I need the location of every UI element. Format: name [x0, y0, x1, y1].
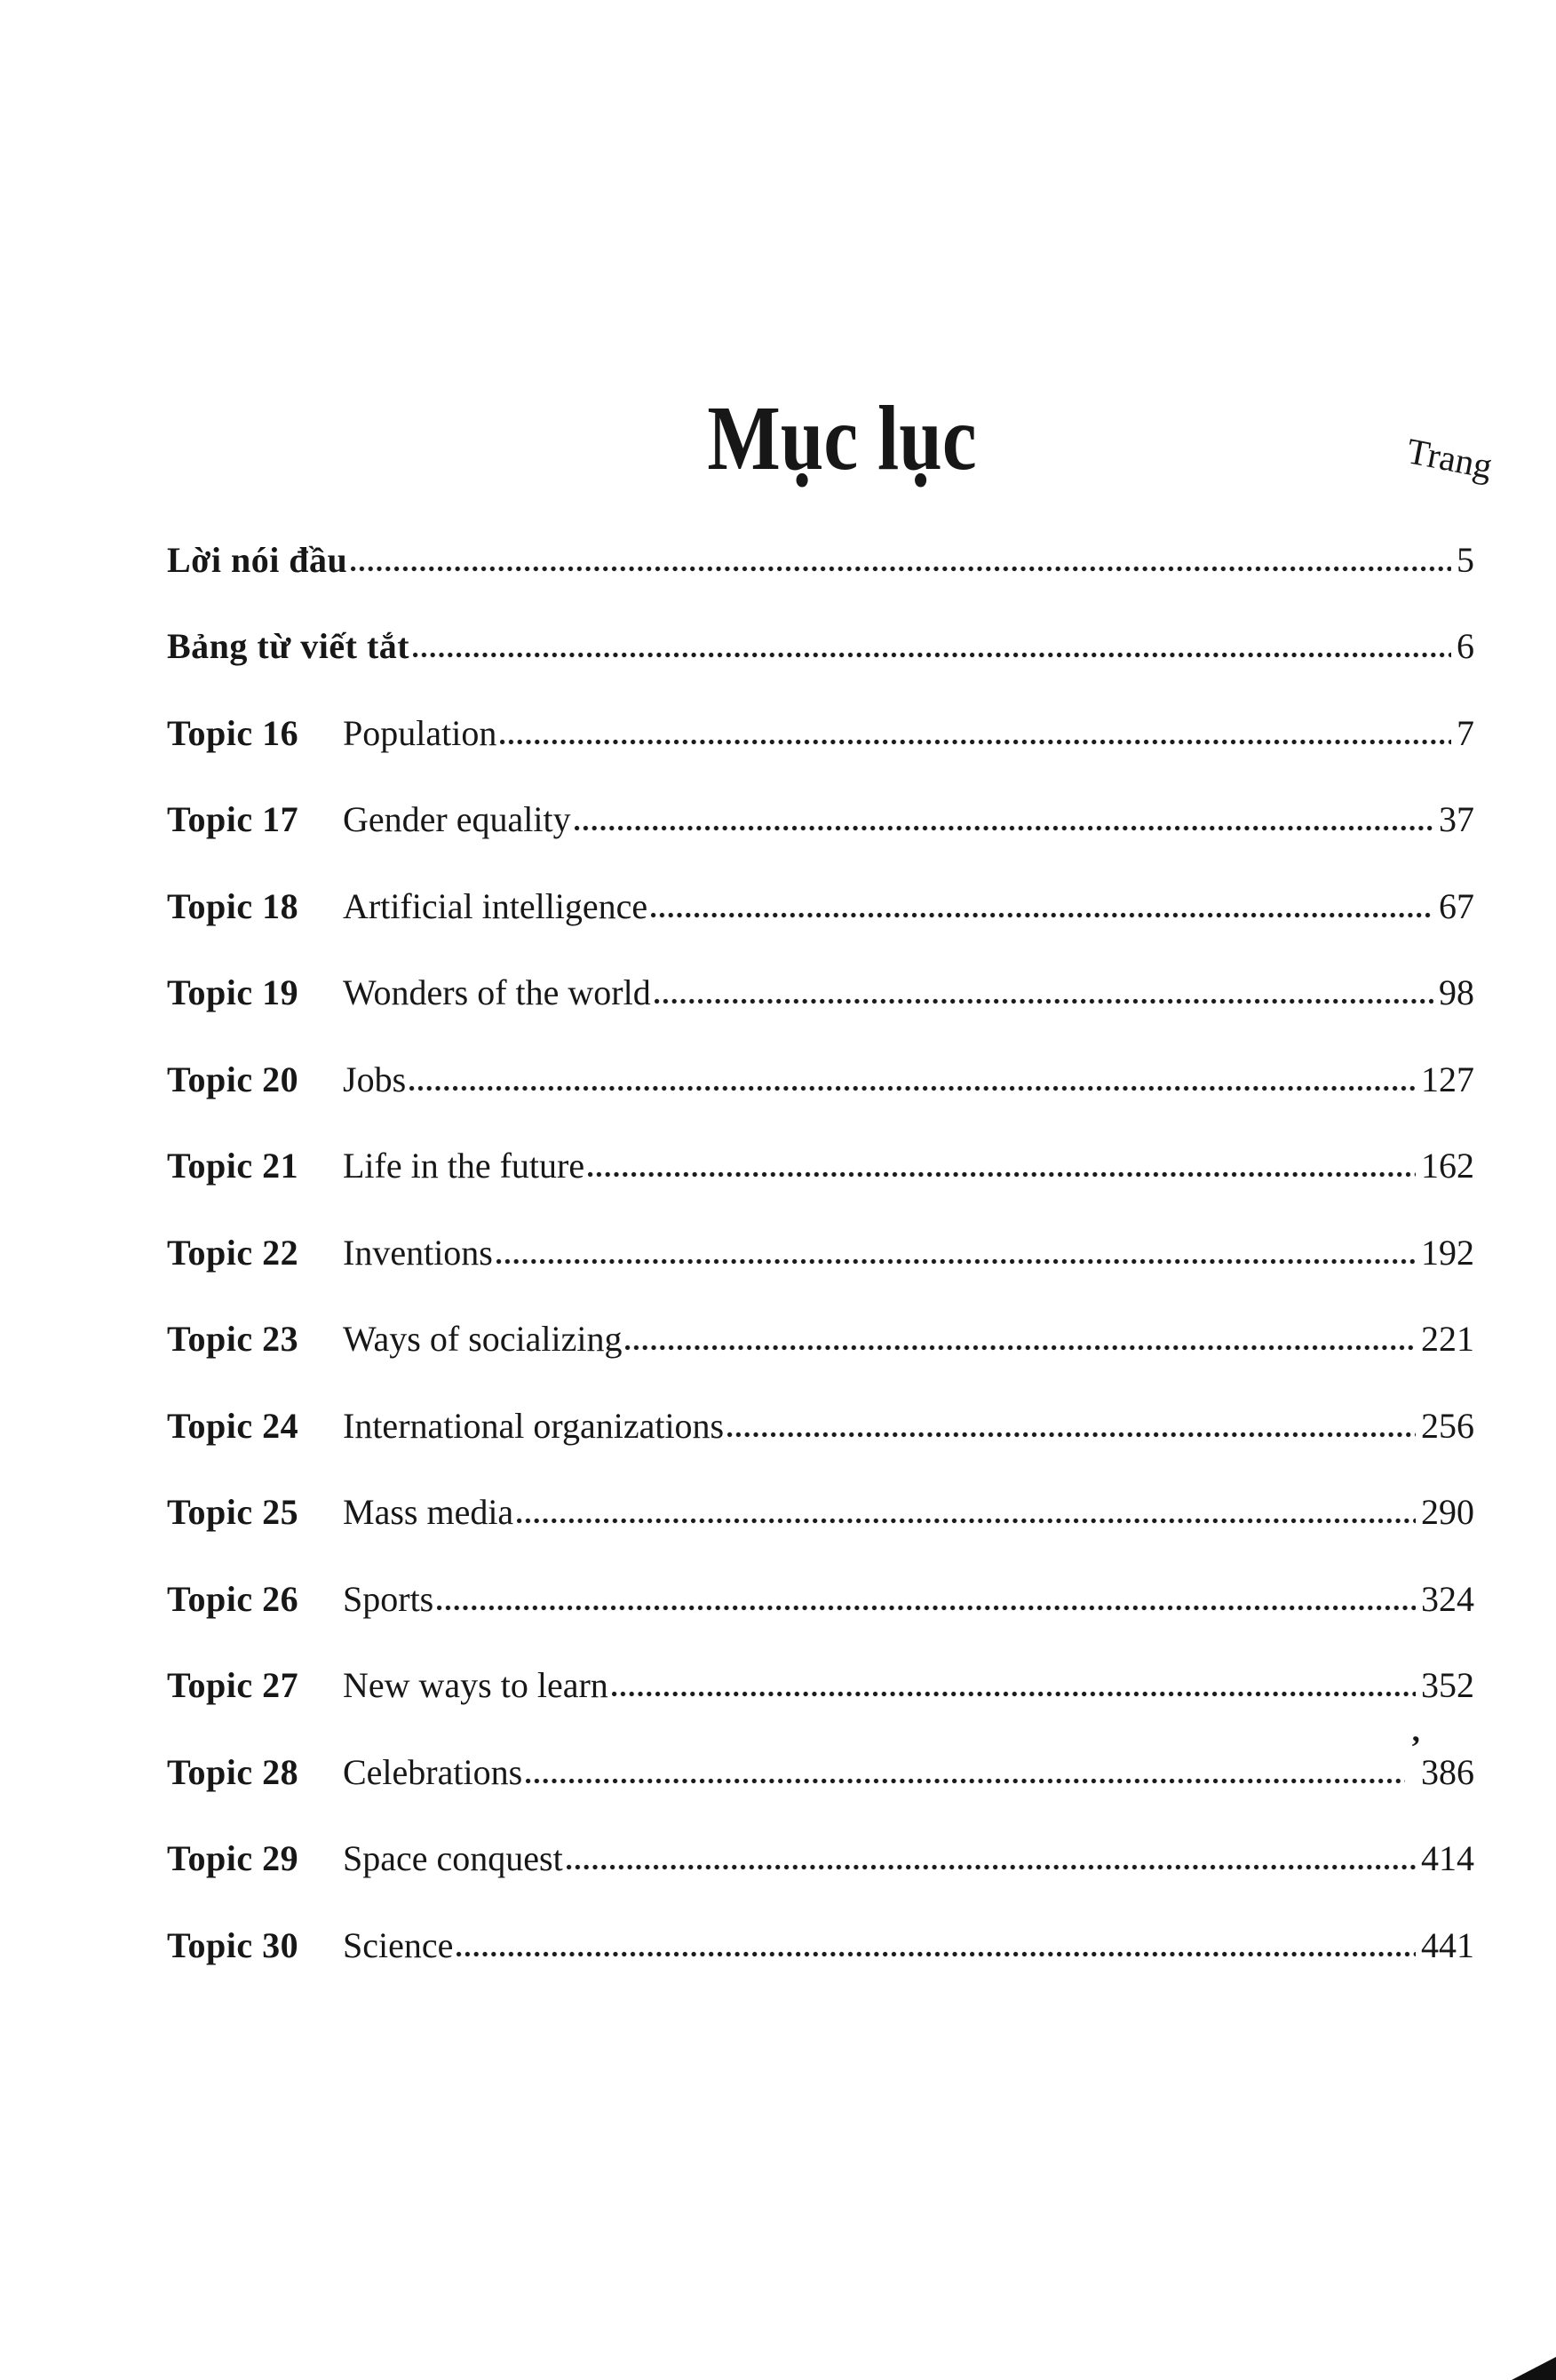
toc-row-page: 5 — [1457, 539, 1474, 580]
toc-row — [167, 513, 1474, 600]
toc-row — [167, 1639, 1474, 1726]
toc-row-page-cell — [1439, 974, 1474, 1012]
toc-row — [167, 947, 1474, 1034]
toc-row-page: 290 — [1421, 1492, 1474, 1532]
toc-row-page: 352 — [1421, 1665, 1474, 1705]
toc-row-label: Topic 22 — [167, 1232, 299, 1273]
toc-row-page-cell — [1421, 1924, 1474, 1965]
toc-row-title: Inventions — [343, 1232, 493, 1273]
toc-row — [167, 600, 1474, 687]
toc-row-page: 37 — [1439, 799, 1474, 839]
toc-row-page-cell — [1421, 1405, 1474, 1446]
toc-row — [167, 1033, 1474, 1120]
toc-row — [167, 1206, 1474, 1293]
toc-row-page: 6 — [1457, 626, 1474, 666]
toc-row-page-cell — [1421, 1578, 1474, 1619]
toc-row-label: Topic 16 — [167, 712, 299, 753]
toc-row-title: Gender equality — [343, 799, 571, 839]
toc-row-page: 441 — [1421, 1924, 1474, 1965]
toc-row-page-cell — [1421, 1147, 1474, 1185]
toc-row-page: 414 — [1421, 1838, 1474, 1878]
toc-row-page: 256 — [1421, 1405, 1474, 1446]
toc-row-page: 162 — [1421, 1146, 1474, 1186]
toc-row-title: Wonders of the world — [343, 972, 651, 1012]
toc-row-page-cell — [1421, 1321, 1474, 1358]
toc-row — [167, 1466, 1474, 1553]
toc-row-title: Mass media — [343, 1492, 514, 1532]
toc-row — [167, 1813, 1474, 1900]
toc-row-label: Topic 20 — [167, 1059, 299, 1099]
toc-row-title: Celebrations — [343, 1751, 523, 1792]
toc-row-label: Lời nói đầu — [167, 539, 348, 580]
toc-row-page-cell — [1421, 1840, 1474, 1877]
toc-row-title: Artificial intelligence — [343, 885, 648, 926]
toc-row — [167, 1899, 1474, 1986]
dot-leader — [413, 649, 1451, 661]
toc-row-page: 98 — [1439, 972, 1474, 1012]
toc-row-label: Topic 24 — [167, 1405, 299, 1446]
toc-row-page-cell — [1439, 885, 1474, 926]
toc-row — [167, 1552, 1474, 1639]
dot-leader — [351, 563, 1451, 575]
toc-row-page: 127 — [1421, 1059, 1474, 1099]
toc-row-label: Topic 17 — [167, 799, 299, 839]
dot-leader — [727, 1429, 1416, 1440]
toc-row-title: Space conquest — [343, 1838, 563, 1878]
page-title: Mục lục — [707, 386, 977, 489]
dot-leader — [526, 1775, 1405, 1787]
toc-row-label: Bảng từ viết tắt — [167, 626, 410, 666]
toc-row-title: Ways of socializing — [343, 1319, 623, 1359]
dot-leader — [496, 1256, 1416, 1267]
toc-row-label: Topic 26 — [167, 1578, 299, 1619]
dot-leader — [588, 1169, 1416, 1180]
toc-row-label: Topic 28 — [167, 1751, 299, 1792]
toc-row-page-cell — [1457, 712, 1474, 753]
toc-row-label: Topic 18 — [167, 885, 299, 926]
dot-leader — [575, 822, 1433, 834]
toc-row-title: Life in the future — [343, 1146, 585, 1186]
toc-row — [167, 774, 1474, 861]
dot-leader — [655, 996, 1433, 1007]
toc-row — [167, 686, 1474, 774]
toc-row — [167, 1379, 1474, 1466]
toc-row-label: Topic 23 — [167, 1319, 299, 1359]
toc-row-page: 7 — [1457, 712, 1474, 753]
toc-row-label: Topic 19 — [167, 972, 299, 1012]
toc-row-page-cell — [1421, 1494, 1474, 1531]
toc-row-page-cell — [1439, 801, 1474, 838]
toc-row-label: Topic 27 — [167, 1665, 299, 1705]
dot-leader — [625, 1342, 1416, 1353]
dot-leader — [500, 736, 1451, 748]
toc-list — [167, 513, 1474, 1986]
toc-row-label: Topic 25 — [167, 1492, 299, 1532]
toc-row-title: Jobs — [343, 1059, 407, 1099]
toc-row-title: International organizations — [343, 1405, 725, 1446]
toc-row — [167, 1726, 1474, 1813]
toc-row-page-cell — [1457, 539, 1474, 580]
toc-row-page-cell — [1421, 1234, 1474, 1272]
toc-row-title: New ways to learn — [343, 1665, 608, 1705]
toc-row-page-cell — [1421, 1061, 1474, 1099]
toc-row-page: 324 — [1421, 1578, 1474, 1619]
dot-leader — [409, 1083, 1416, 1094]
dot-leader — [456, 1948, 1416, 1960]
toc-row-page: 67 — [1439, 885, 1474, 926]
page-column-header: Trang — [1403, 430, 1496, 487]
dot-leader — [437, 1602, 1416, 1614]
page-corner-scan-artifact — [1512, 2357, 1556, 2380]
toc-row — [167, 1120, 1474, 1207]
toc-row-page-cell: ’386 — [1410, 1728, 1474, 1792]
toc-row-title: Science — [343, 1924, 454, 1965]
toc-row-title: Population — [343, 712, 497, 753]
dot-leader — [517, 1515, 1416, 1527]
toc-row — [167, 1293, 1474, 1380]
toc-row-page: 192 — [1421, 1232, 1474, 1273]
toc-row-label: Topic 21 — [167, 1146, 299, 1186]
dot-leader — [612, 1688, 1416, 1700]
toc-row-label: Topic 29 — [167, 1838, 299, 1878]
dot-leader — [651, 909, 1433, 921]
toc-row-label: Topic 30 — [167, 1924, 299, 1965]
toc-row — [167, 860, 1474, 947]
dot-leader — [567, 1861, 1416, 1873]
toc-row-page: 221 — [1421, 1319, 1474, 1359]
toc-row-page: 386 — [1421, 1751, 1474, 1792]
toc-row-page-cell — [1421, 1667, 1474, 1704]
toc-row-title: Sports — [343, 1578, 434, 1619]
toc-row-page-cell — [1457, 628, 1474, 665]
